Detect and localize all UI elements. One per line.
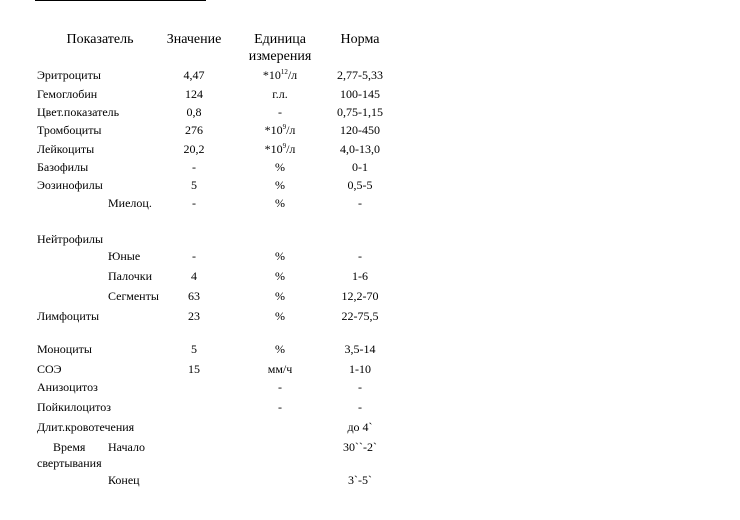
row-norm: 0,75-1,15 [337, 105, 383, 119]
table-row [0, 380, 740, 398]
row-unit: г.л. [272, 87, 288, 101]
row-norm: - [358, 380, 362, 394]
table-row [0, 178, 740, 196]
table-row [0, 105, 740, 123]
row-norm: 12,2-70 [341, 289, 379, 303]
header-unit-line2: измерения [248, 49, 312, 64]
row-norm: до 4` [347, 420, 373, 434]
row-name: Конец [108, 473, 140, 487]
row-norm: - [358, 249, 362, 263]
row-norm: 0,5-5 [347, 178, 373, 192]
table-row [0, 420, 740, 438]
row-unit: % [275, 178, 285, 192]
row-name: Тромбоциты [37, 123, 102, 137]
row-norm: 2,77-5,33 [337, 68, 383, 82]
row-unit: % [275, 289, 285, 303]
row-norm: 1-6 [352, 269, 368, 283]
table-row [0, 440, 740, 472]
row-unit: % [275, 269, 285, 283]
row-name: Анизоцитоз [37, 380, 98, 394]
table-row [0, 362, 740, 380]
row-name: Нейтрофилы [37, 232, 104, 246]
table-row [0, 249, 740, 267]
row-value: 15 [188, 362, 200, 376]
top-rule [35, 0, 206, 1]
row-value: - [192, 196, 196, 210]
row-unit: % [275, 249, 285, 263]
row-name: Пойкилоцитоз [37, 400, 111, 414]
row-name-line2: свертывания [37, 456, 102, 470]
table-row [0, 473, 740, 491]
row-unit: % [275, 196, 285, 210]
row-norm: - [358, 196, 362, 210]
table-row [0, 87, 740, 105]
header-indicator: Показатель [66, 32, 134, 47]
row-value: 0,8 [186, 105, 202, 119]
row-name: Гемоглобин [37, 87, 98, 101]
row-name: Эозинофилы [37, 178, 103, 192]
row-norm: 120-450 [340, 123, 380, 137]
row-value: 63 [188, 289, 200, 303]
row-name: Палочки [108, 269, 153, 283]
row-unit: % [275, 342, 285, 356]
row-unit: $*10^9/л$ [264, 123, 296, 137]
row-name: Моноциты [37, 342, 92, 356]
row-norm: 4,0-13,0 [340, 142, 380, 156]
row-name: Лимфоциты [37, 309, 100, 323]
row-unit: % [275, 160, 285, 174]
row-name: Сегменты [108, 289, 159, 303]
row-value: 23 [188, 309, 200, 323]
row-name: Лейкоциты [37, 142, 95, 156]
row-name: Юные [108, 249, 141, 263]
row-name: Базофилы [37, 160, 89, 174]
row-value: 4 [191, 269, 197, 283]
row-value: 5 [191, 342, 197, 356]
row-norm: 100-145 [340, 87, 380, 101]
header-norm: Норма [340, 32, 380, 47]
row-value: - [192, 249, 196, 263]
row-name: Длит.кровотечения [37, 420, 135, 434]
row-norm: - [358, 400, 362, 414]
table-row [0, 289, 740, 307]
row-unit: $*10^{12}/л$ [262, 68, 298, 82]
row-unit: - [278, 105, 282, 119]
row-unit: $*10^9/л$ [264, 142, 296, 156]
table-row [0, 232, 740, 250]
row-subname: Начало [108, 440, 145, 454]
row-value: 124 [185, 87, 203, 101]
row-value: 5 [191, 178, 197, 192]
row-norm: 0-1 [352, 160, 368, 174]
row-unit: - [278, 400, 282, 414]
table-row [0, 68, 740, 86]
row-name: Время [53, 440, 86, 454]
table-row [0, 309, 740, 327]
row-name: Цвет.показатель [37, 105, 120, 119]
header-unit [240, 31, 320, 65]
row-name: СОЭ [37, 362, 62, 376]
table-row [0, 269, 740, 287]
row-norm: 22-75,5 [341, 309, 379, 323]
row-unit: % [275, 309, 285, 323]
row-norm: 3,5-14 [344, 342, 376, 356]
row-name: Эритроциты [37, 68, 101, 82]
header-value: Значение [166, 32, 222, 47]
table-row [0, 400, 740, 418]
row-norm: 3`-5` [348, 473, 372, 487]
table-row [0, 123, 740, 141]
row-value: 20,2 [183, 142, 205, 156]
table-row [0, 142, 740, 160]
row-value: - [192, 160, 196, 174]
table-row [0, 196, 740, 214]
row-unit: мм/ч [267, 362, 293, 376]
table-row [0, 342, 740, 360]
row-name: Миелоц. [108, 196, 152, 210]
row-value: 276 [185, 123, 203, 137]
row-norm: 30``-2` [343, 440, 377, 454]
table-row [0, 160, 740, 178]
row-value: 4,47 [183, 68, 205, 82]
row-norm: 1-10 [349, 362, 371, 376]
header-unit-line1: Единица [254, 32, 306, 47]
row-unit: - [278, 380, 282, 394]
